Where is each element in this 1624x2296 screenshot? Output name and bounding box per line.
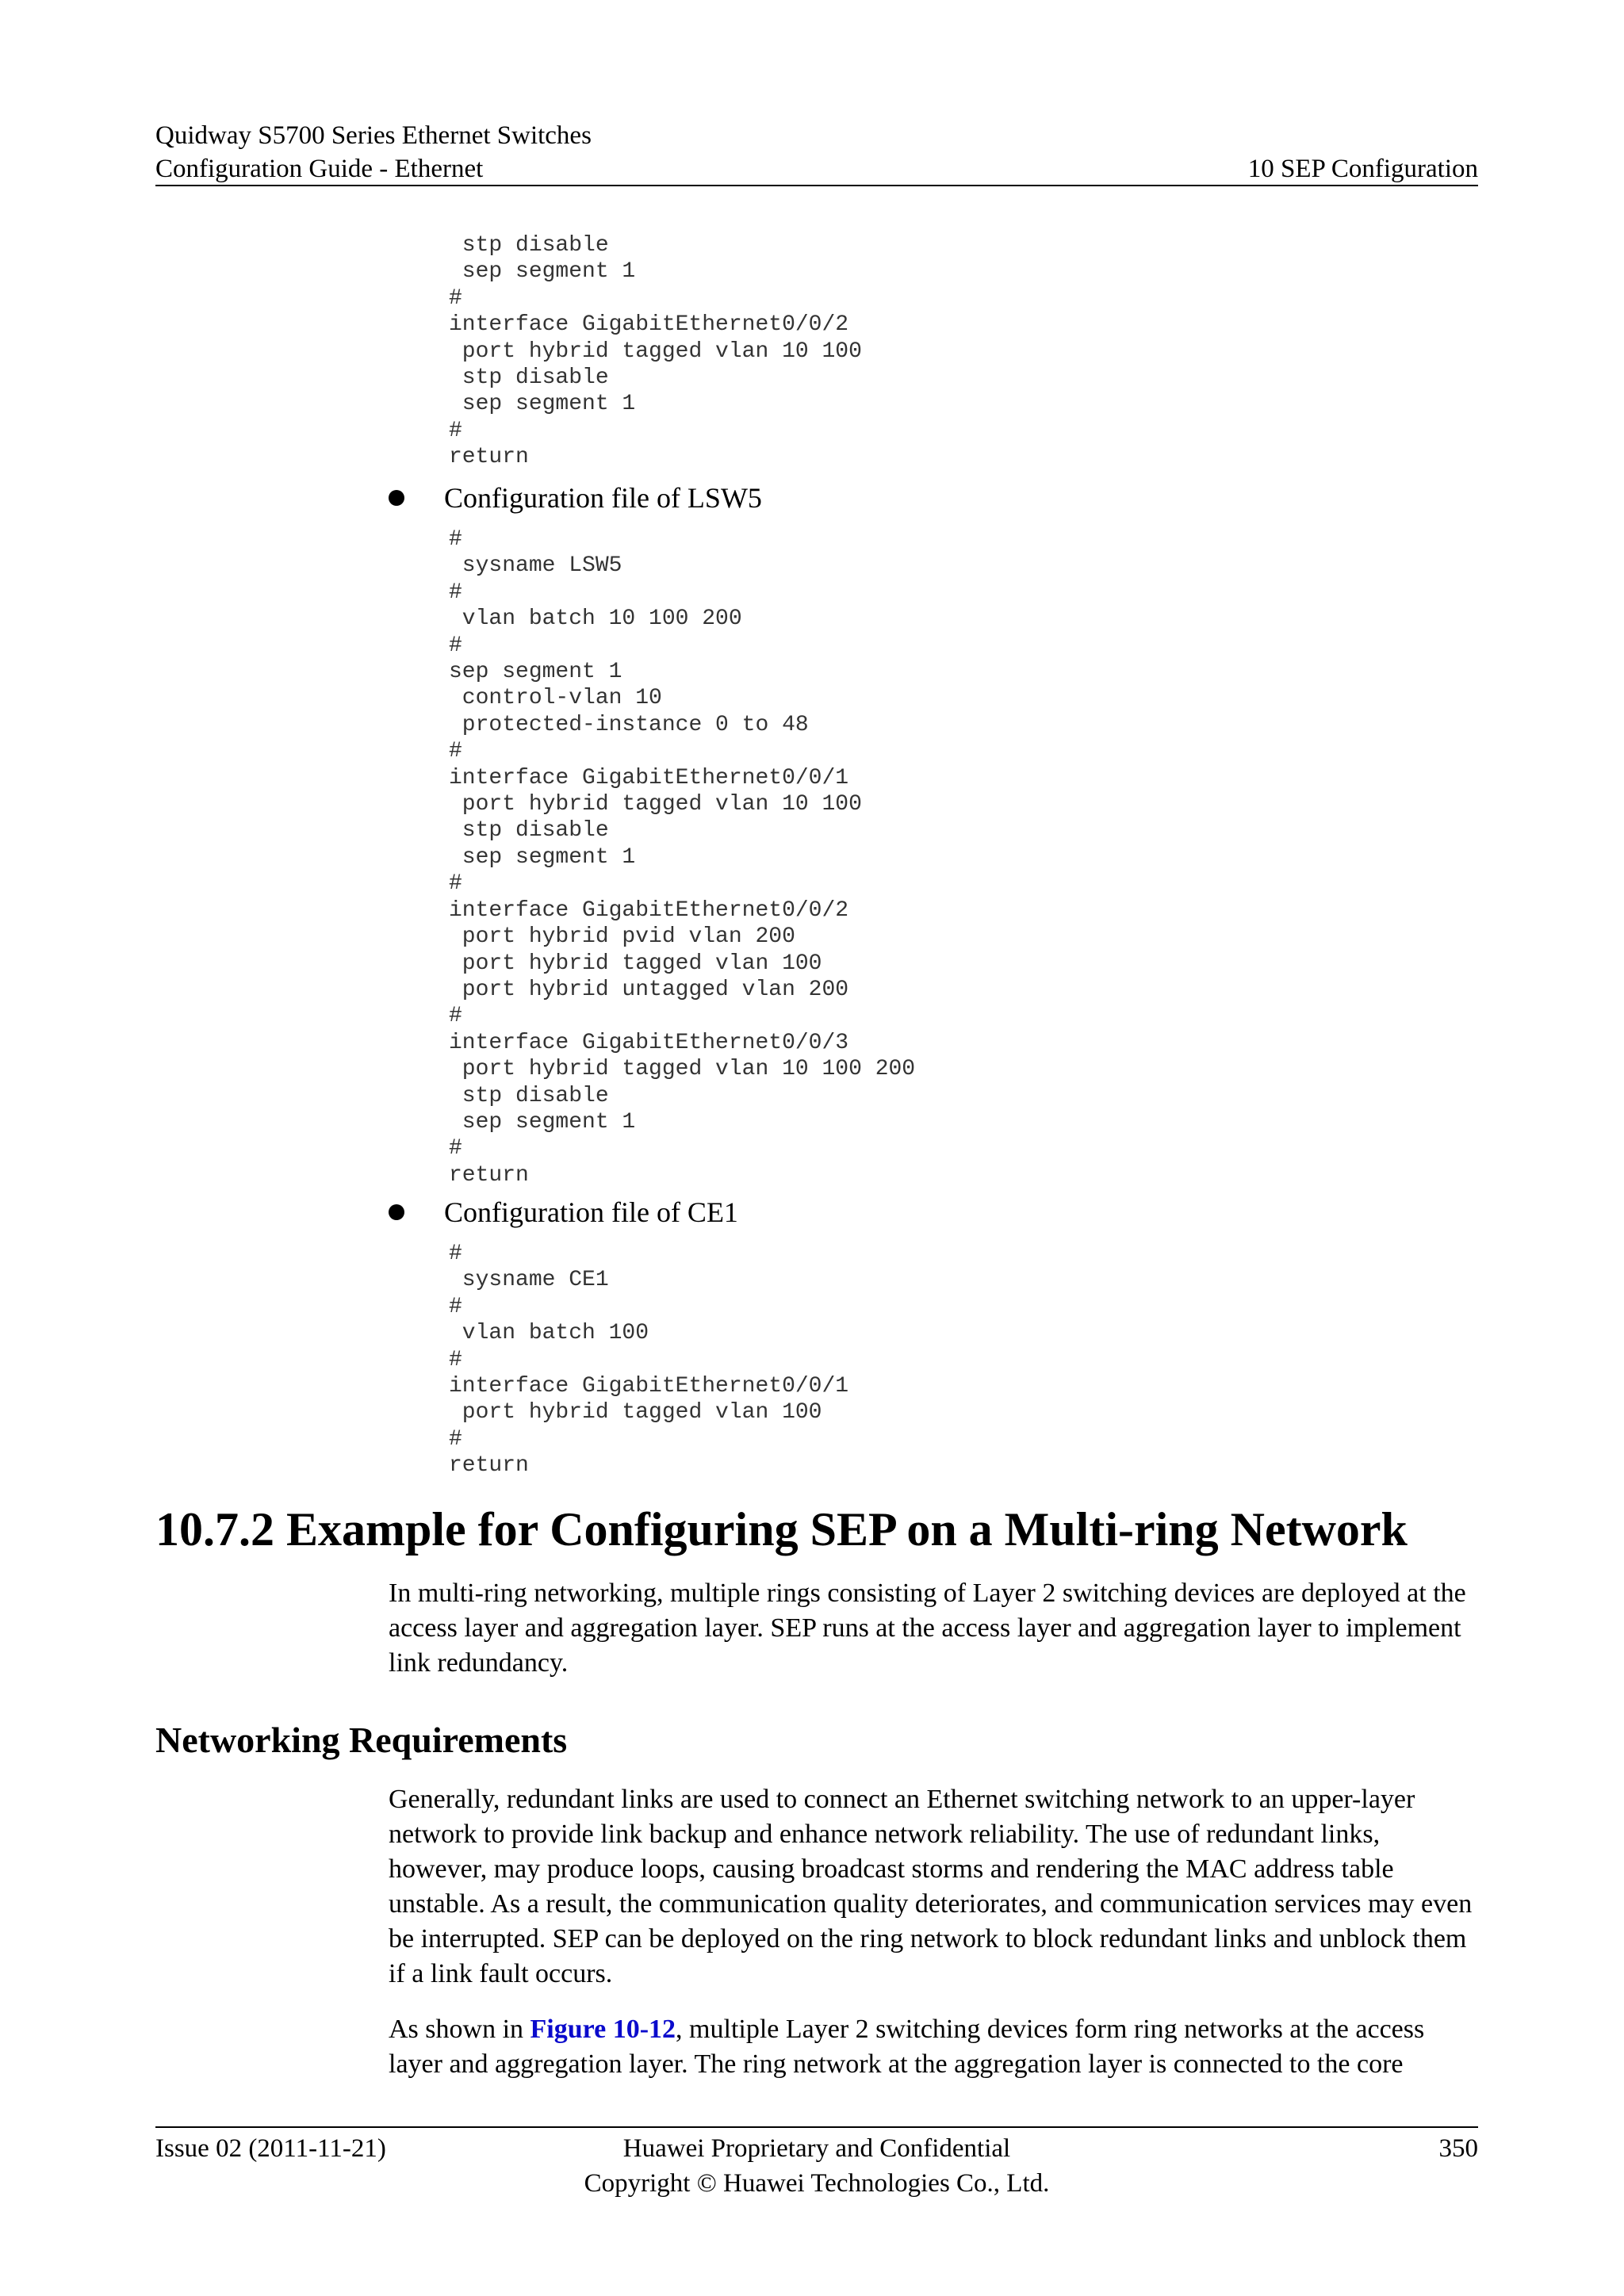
page-number: 350 <box>1438 2134 1478 2163</box>
bullet-item-ce1 <box>389 1195 738 1230</box>
header-divider <box>155 185 1478 186</box>
bullet-icon <box>389 1204 404 1220</box>
code-block-ce1: # sysname CE1 # vlan batch 100 # interface GigabitEthernet0/0/1 port hybrid tagged vlan 100 # return <box>449 1242 849 1479</box>
para2-prefix: As shown in <box>389 2015 530 2044</box>
footer-divider <box>155 2126 1478 2128</box>
code-block-top: stp disable sep segment 1 # interface GigabitEthernet0/0/2 port hybrid tagged vlan 10 100 stp disable sep segment 1 # return <box>449 233 862 470</box>
header-guide: Configuration Guide - Ethernet <box>155 155 484 183</box>
bullet-label-lsw5: Configuration file of LSW5 <box>444 482 762 514</box>
subsection-title: Networking Requirements <box>155 1720 568 1760</box>
para2-suffix: , multiple Layer 2 switching devices form ring networks at the access layer and aggregation layer. The ring network at the aggregation layer is connected to the core <box>389 2015 1425 2079</box>
code-block-lsw5: # sysname LSW5 # vlan batch 10 100 200 # sep segment 1 control-vlan 10 protected-instance 0 to 48 # interface GigabitEthernet0/0/1 port hybrid tagged vlan 10 100 stp disable sep segment 1 # interface GigabitEthernet0/0/2 port hybrid pvid vlan 200 port hybrid tagged vlan 100 port hybrid untagged vlan 200 # interface GigabitEthernet0/0/3 port hybrid tagged vlan 10 100 200 stp disable sep segment 1 # return <box>449 527 916 1188</box>
page-header <box>155 119 1478 186</box>
bullet-icon <box>389 490 404 506</box>
footer-confidential: Huawei Proprietary and Confidential <box>622 2134 1011 2163</box>
footer-center <box>155 2131 1478 2201</box>
header-product: Quidway S5700 Series Ethernet Switches <box>155 121 592 150</box>
footer-issue: Issue 02 (2011-11-21) <box>155 2134 386 2163</box>
figure-reference-paragraph <box>389 2012 1483 2082</box>
intro-paragraph: In multi-ring networking, multiple rings consisting of Layer 2 switching devices are deployed at the access layer and aggregation layer. SEP runs at the access layer and aggregation layer to implement link redundancy. <box>389 1578 1466 1678</box>
header-chapter: 10 SEP Configuration <box>1247 155 1478 183</box>
footer-copyright: Copyright © Huawei Technologies Co., Ltd. <box>584 2169 1050 2198</box>
requirements-paragraph: Generally, redundant links are used to connect an Ethernet switching network to an upper-layer network to provide link backup and enhance network reliability. The use of redundant links, however, may produce loops, causing broadcast storms and rendering the MAC address table unstable. As a result, the communication quality deteriorates, and communication services may even be interrupted. SEP can be deployed on the ring network to block redundant links and unblock them if a link fault occurs. <box>389 1785 1473 1988</box>
bullet-label-ce1: Configuration file of CE1 <box>444 1196 738 1228</box>
bullet-item-lsw5 <box>389 480 762 515</box>
section-title: 10.7.2 Example for Configuring SEP on a Multi-ring Network <box>155 1503 1408 1556</box>
figure-link[interactable]: Figure 10-12 <box>530 2015 676 2044</box>
